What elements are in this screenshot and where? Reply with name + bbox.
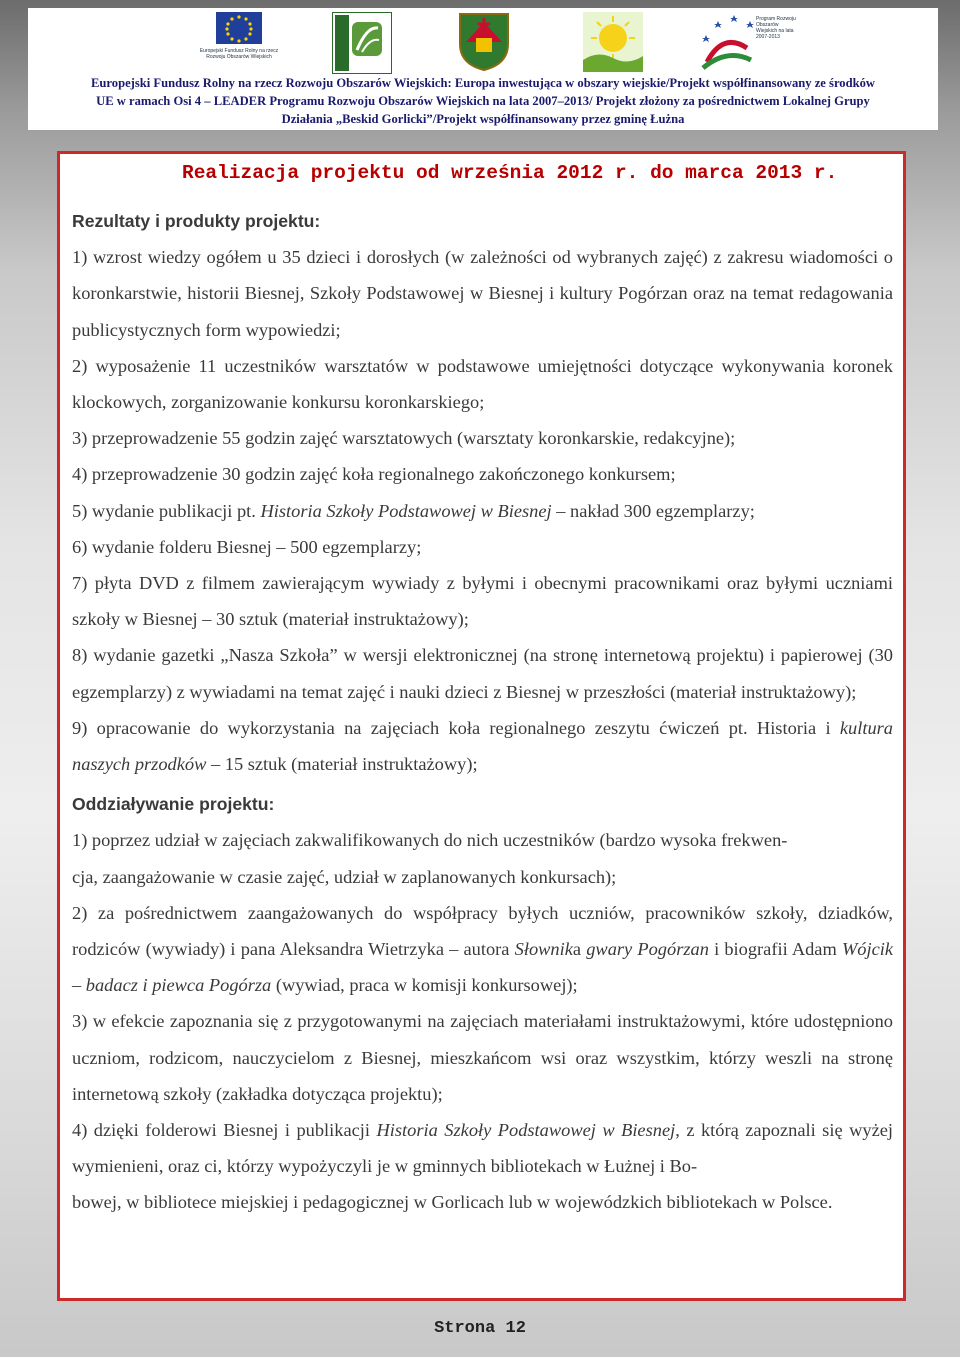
impact-item-3: 3) w efekcie zapoznania się z przygotowanymi na zajęciach materiałami instruktażowymi, które udostępniono uczniom, rodzicom, nauczycielom z Biesnej, mieszkańcom wsi oraz wszystkim, którzy weszli na stronę internetową szkoły (zakładka dotycząca projektu); — [72, 1011, 893, 1104]
result-item-9-tail: – 15 sztuk (materiał instruktażowy); — [206, 754, 478, 775]
result-item-3: 3) przeprowadzenie 55 godzin zajęć warsztatowych (warsztaty koronkarskie, redakcyjne); — [72, 428, 736, 449]
funding-line-3: Działania „Beskid Gorlicki”/Projekt współfinansowany przez gminę Łużna — [281, 112, 685, 126]
publication-title-2: Historia Szkoły Podstawowej w Biesnej — [376, 1120, 676, 1141]
content-body — [72, 203, 893, 1221]
impact-item-2-tail: (wywiad, praca w komisji konkursowej); — [271, 975, 578, 996]
page-number: Strona 12 — [434, 1319, 526, 1338]
biography-title: Wójcik – badacz i piewca Pogórza — [72, 939, 894, 996]
result-item-2: 2) wyposażenie 11 uczestników warsztatów w podstawowe umiejętności dotyczące wykonywania koronek klockowych, zorganizowanie konkursu koronkarskiego; — [72, 355, 893, 413]
logo-strip — [28, 8, 938, 74]
eu-flag-icon — [198, 12, 280, 72]
page-title: Realizacja projektu od września 2012 r. do marca 2013 r. — [182, 162, 838, 184]
impact-item-4-mid: , z którą zapoznali się wyżej wymienieni, oraz ci, którzy wypożyczyli je w gminnych bibliotekach w Łużnej i Bo- — [72, 1120, 894, 1177]
impact-heading: Oddziaływanie projektu: — [72, 794, 275, 815]
result-item-8: 8) wydanie gazetki „Nasza Szkoła” w wersji elektronicznej (na stronę internetową projektu) i papierowej (30 egzemplarzy) z wywiadami na temat zajęć i nauki dzieci z Biesnej w przeszłości (materiał instruktażowy); — [72, 645, 893, 702]
leader-logo-icon — [332, 12, 392, 74]
impact-item-2-lead: 2) za pośrednictwem zaangażowanych do współpracy byłych uczniów, pracowników szkoły, dziadków, rodziców (wywiady) i pana Aleksandra Wietrzyka – autora — [72, 902, 893, 960]
eu-logo-caption: Europejski Fundusz Rolny na rzecz Rozwoju Obszarów Wiejskich — [199, 48, 279, 60]
content-frame — [57, 151, 906, 1301]
impact-item-2-mid2: i biografii Adam — [708, 939, 842, 960]
funding-statement — [28, 74, 938, 128]
impact-item-4-lead: 4) dzięki folderowi Biesnej i publikacji — [72, 1120, 377, 1141]
result-item-7: 7) płyta DVD z filmem zawierającym wywiady z byłymi i obecnymi pracownikami oraz byłymi uczniami szkoły w Biesnej – 30 sztuk (materiał instruktażowy); — [72, 573, 893, 630]
dialect-title: gwary Pogórzan — [586, 939, 709, 960]
result-item-9-lead: 9) opracowanie do wykorzystania na zajęciach koła regionalnego zeszytu ćwiczeń pt. Historia i — [72, 717, 840, 738]
results-heading: Rezultaty i produkty projektu: — [72, 211, 321, 231]
result-item-1: 1) wzrost wiedzy ogółem u 35 dzieci i dorosłych (w zależności od wybranych zajęć) z zakresu wiadomości o koronkarstwie, historii Biesnej, Szkoły Podstawowej w Biesnej i kultury Pogórzan oraz na temat redagowania publicystycznych form wypowiedzi; — [72, 247, 893, 340]
impact-item-1 — [72, 822, 893, 894]
prow-logo-caption: Program Rozwoju Obszarów Wiejskich na lata 2007-2013 — [756, 16, 796, 40]
workbook-title: kultura naszych przodków — [72, 717, 893, 775]
impact-item-1-line-a: 1) poprzez udział w zajęciach zakwalifikowanych do nich uczestników (bardzo wysoka frekwen- — [72, 830, 788, 851]
impact-item-1-line-b: cja, zaangażowanie w czasie zajęć, udział w zaplanowanych konkursach); — [72, 866, 617, 887]
lgd-sun-logo-icon — [583, 12, 643, 72]
funding-line-2: UE w ramach Osi 4 – LEADER Programu Rozwoju Obszarów Wiejskich na lata 2007–2013/ Projekt złożony za pośrednictwem Lokalnej Grupy — [96, 94, 870, 108]
impact-item-2 — [72, 895, 893, 1004]
header-banner — [28, 8, 938, 130]
impact-item-2-mid: a — [572, 939, 587, 960]
gmina-coat-of-arms-icon — [458, 12, 510, 72]
dictionary-title: Słownik — [514, 939, 573, 960]
funding-line-1: Europejski Fundusz Rolny na rzecz Rozwoju Obszarów Wiejskich: Europa inwestująca w obszary wiejskie/Projekt współfinansowany ze środków — [91, 76, 875, 90]
result-item-5-tail: – nakład 300 egzemplarzy; — [551, 500, 755, 521]
impact-item-4-tail: bowej, w bibliotece miejskiej i pedagogicznej w Gorlicach lub w wojewódzkich bibliotekach w Polsce. — [72, 1192, 833, 1213]
result-item-5 — [72, 493, 893, 529]
result-item-6: 6) wydanie folderu Biesnej – 500 egzemplarzy; — [72, 536, 422, 557]
result-item-4: 4) przeprowadzenie 30 godzin zajęć koła regionalnego zakończonego konkursem; — [72, 464, 676, 485]
publication-title: Historia Szkoły Podstawowej w Biesnej — [260, 500, 552, 521]
impact-item-4 — [72, 1112, 893, 1221]
result-item-9 — [72, 710, 893, 782]
result-item-5-lead: 5) wydanie publikacji pt. — [72, 500, 261, 521]
